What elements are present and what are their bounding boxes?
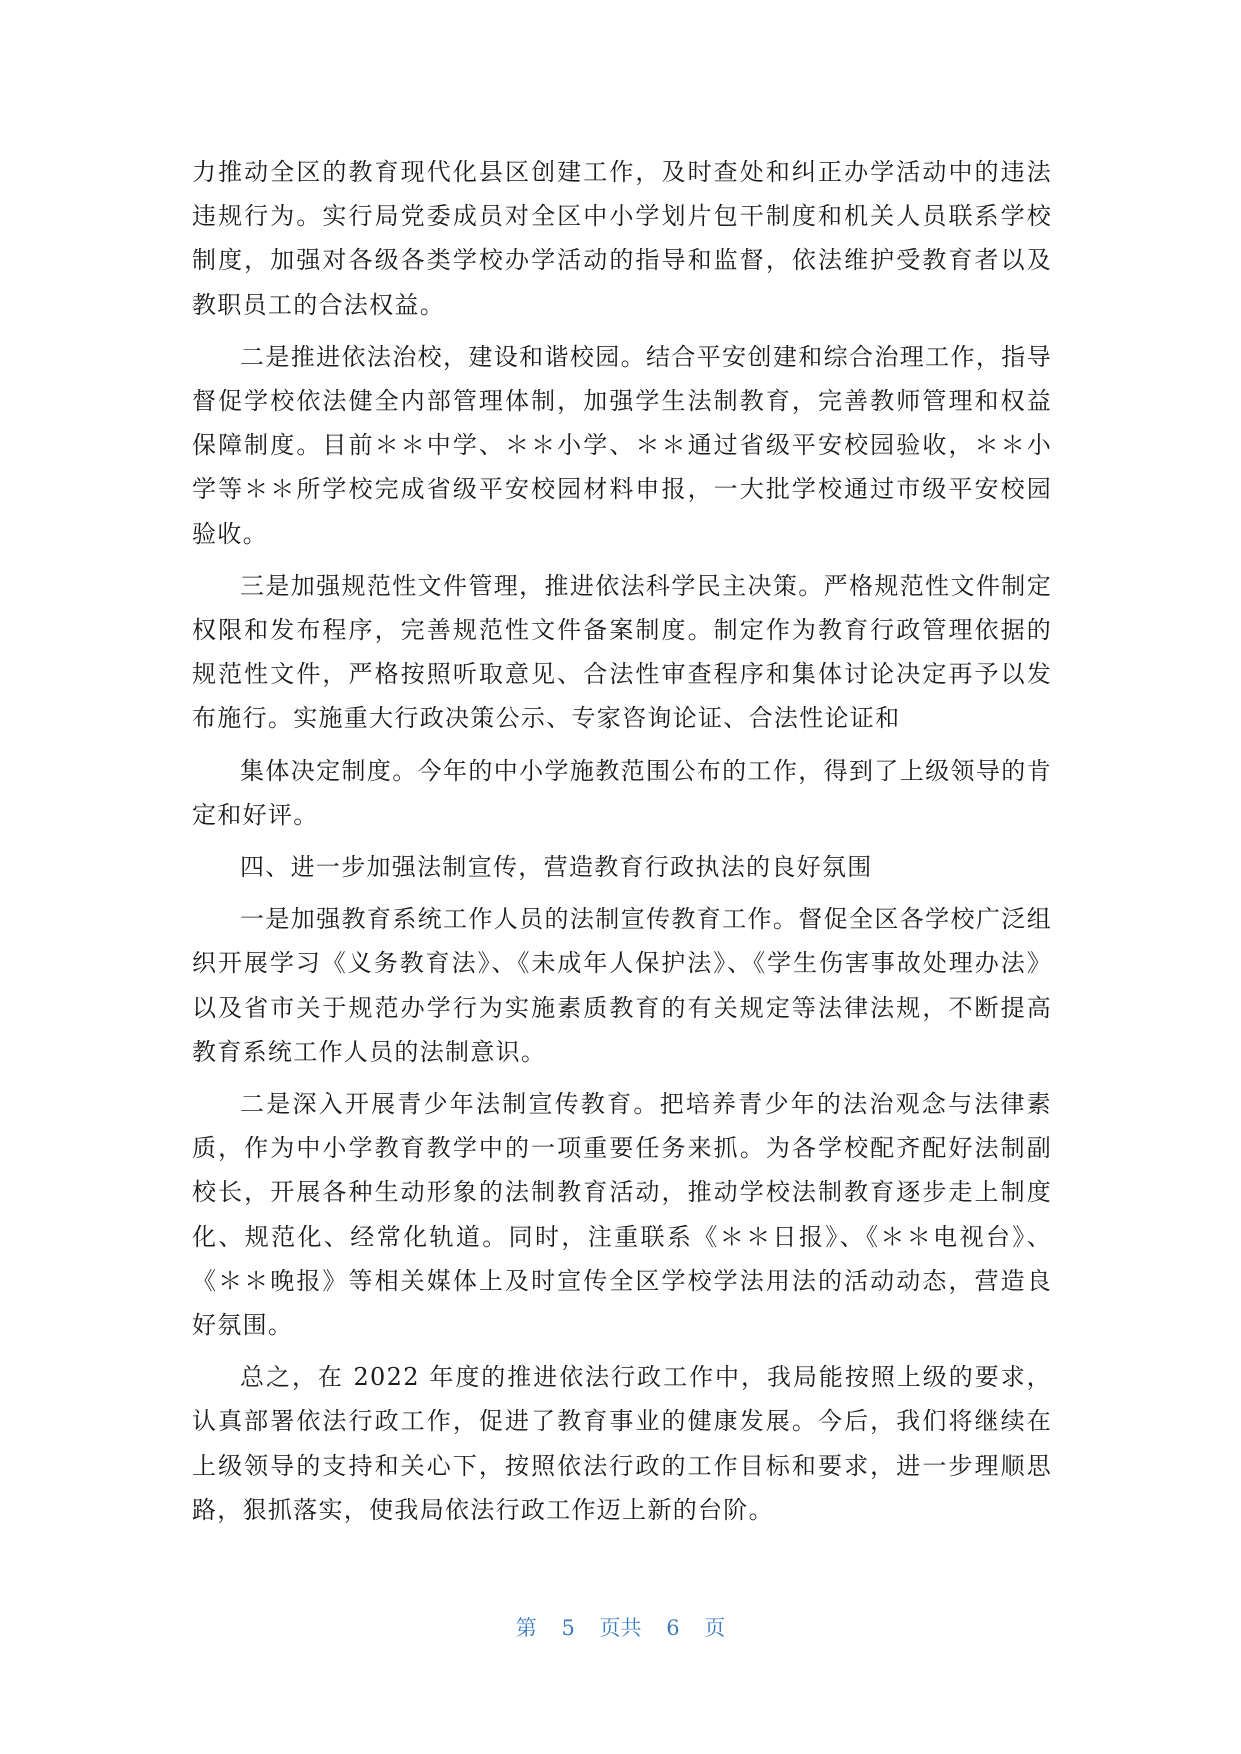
paragraph-1: 力推动全区的教育现代化县区创建工作，及时查处和纠正办学活动中的违法违规行为。实行局党委成员对全区中小学划片包干制度和机关人员联系学校制度，加强对各级各类学校办学活动的指导和监督，依法维护受教育者以及教职员工的合法权益。 [192, 158, 1052, 319]
page-number-current: 5 [561, 1616, 575, 1640]
paragraph-2: 二是推进依法治校，建设和谐校园。结合平安创建和综合治理工作，指导督促学校依法健全内部管理体制，加强学生法制教育，完善教师管理和权益保障制度。目前＊＊中学、＊＊小学、＊＊通过省级平安校园验收，＊＊小学等＊＊所学校完成省级平安校园材料申报，一大批学校通过市级平安校园验收。 [192, 342, 1052, 548]
paragraph-4: 一是加强教育系统工作人员的法制宣传教育工作。督促全区各学校广泛组织开展学习《义务教育法》、《未成年人保护法》、《学生伤害事故处理办法》以及省市关于规范办学行为实施素质教育的有关规定等法律法规，不断提高教育系统工作人员的法制意识。 [192, 905, 1052, 1066]
page-footer [0, 1612, 1241, 1642]
paragraph-3: 三是加强规范性文件管理，推进依法科学民主决策。严格规范性文件制定权限和发布程序，完善规范性文件备案制度。制定作为教育行政管理依据的规范性文件，严格按照听取意见、合法性审查程序和集体讨论决定再予以发布施行。实施重大行政决策公示、专家咨询论证、合法性论证和 [192, 571, 1052, 733]
paragraph-3-continuation: 集体决定制度。今年的中小学施教范围公布的工作，得到了上级领导的肯定和好评。 [192, 756, 1052, 829]
page-label-ye-gong: 页共 [599, 1616, 642, 1640]
paragraph-5: 二是深入开展青少年法制宣传教育。把培养青少年的法治观念与法律素质，作为中小学教育教学中的一项重要任务来抓。为各学校配齐配好法制副校长，开展各种生动形象的法制教育活动，推动学校法制教育逐步走上制度化、规范化、经常化轨道。同时，注重联系《＊＊日报》、《＊＊电视台》、《＊＊晚报》等相关媒体上及时宣传全区学校学法用法的活动动态，营造良好氛围。 [192, 1090, 1052, 1340]
document-body [192, 150, 1052, 1532]
page-number-total: 6 [666, 1616, 680, 1640]
section-heading: 四、进一步加强法制宣传，营造教育行政执法的良好氛围 [240, 853, 873, 882]
page-label-ye: 页 [704, 1616, 726, 1640]
paragraph-6: 总之，在 2022 年度的推进依法行政工作中，我局能按照上级的要求，认真部署依法行政工作，促进了教育事业的健康发展。今后，我们将继续在上级领导的支持和关心下，按照依法行政的工作目标和要求，进一步理顺思路，狠抓落实，使我局依法行政工作迈上新的台阶。 [192, 1363, 1052, 1524]
page-label-di: 第 [515, 1616, 537, 1640]
